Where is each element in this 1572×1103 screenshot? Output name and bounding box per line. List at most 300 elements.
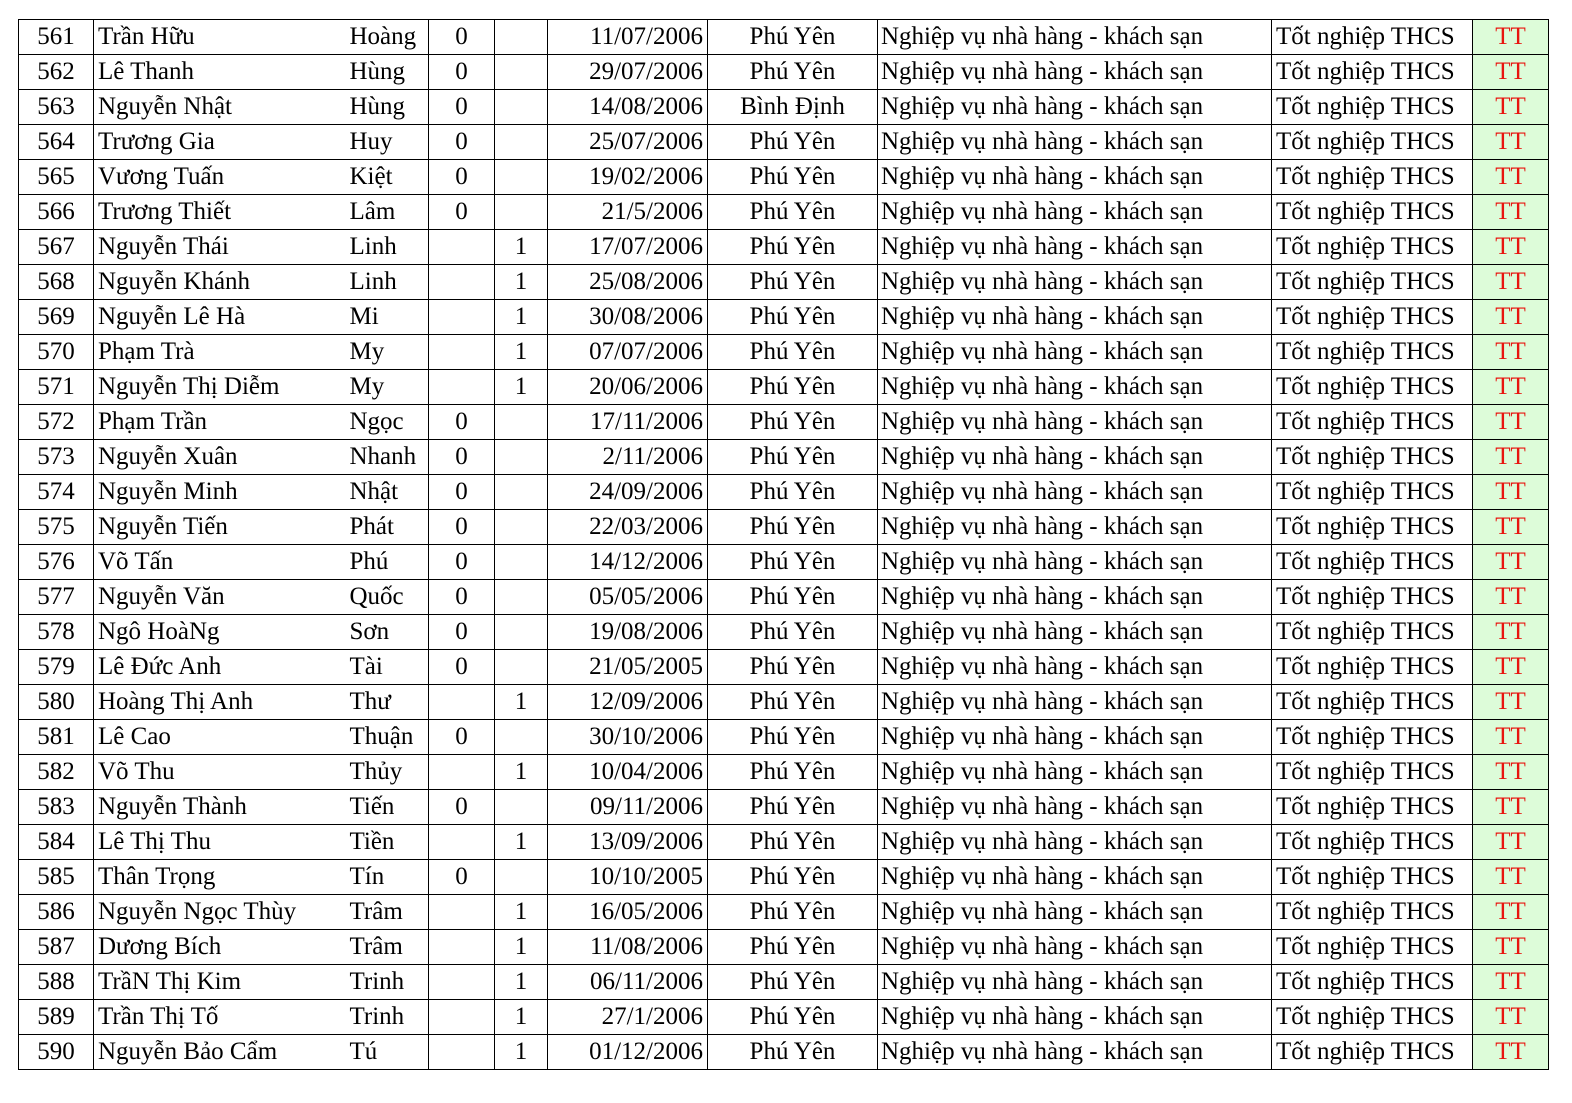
female-cell[interactable]: 1 xyxy=(495,825,548,860)
surname-cell[interactable]: Nguyễn Nhật xyxy=(94,90,344,125)
result-cell[interactable] xyxy=(1473,685,1549,720)
given-name-cell[interactable]: Lâm xyxy=(344,195,429,230)
birth-place-cell[interactable]: Phú Yên xyxy=(708,230,878,265)
birth-place-cell[interactable]: Phú Yên xyxy=(708,930,878,965)
result-cell[interactable] xyxy=(1473,475,1549,510)
row-number-cell[interactable]: 577 xyxy=(19,580,94,615)
birth-place-cell[interactable]: Phú Yên xyxy=(708,160,878,195)
result-cell[interactable] xyxy=(1473,545,1549,580)
birth-place-cell[interactable]: Phú Yên xyxy=(708,545,878,580)
birth-date-cell[interactable]: 17/11/2006 xyxy=(548,405,708,440)
education-level-cell[interactable]: Tốt nghiệp THCS xyxy=(1272,20,1473,55)
birth-date-cell[interactable]: 13/09/2006 xyxy=(548,825,708,860)
surname-cell[interactable]: Nguyễn Văn xyxy=(94,580,344,615)
surname-cell[interactable]: Trần Thị Tố xyxy=(94,1000,344,1035)
female-cell[interactable]: 1 xyxy=(495,335,548,370)
birth-date-cell[interactable]: 14/12/2006 xyxy=(548,545,708,580)
given-name-cell[interactable]: Sơn xyxy=(344,615,429,650)
given-name-cell[interactable]: Nhật xyxy=(344,475,429,510)
female-cell[interactable] xyxy=(495,195,548,230)
birth-place-cell[interactable]: Phú Yên xyxy=(708,790,878,825)
given-name-cell[interactable]: Ngọc xyxy=(344,405,429,440)
given-name-cell[interactable]: My xyxy=(344,335,429,370)
row-number-cell[interactable]: 571 xyxy=(19,370,94,405)
male-cell[interactable] xyxy=(429,265,495,300)
birth-place-cell[interactable]: Phú Yên xyxy=(708,825,878,860)
birth-place-cell[interactable]: Phú Yên xyxy=(708,1035,878,1070)
result-cell[interactable] xyxy=(1473,895,1549,930)
education-level-cell[interactable]: Tốt nghiệp THCS xyxy=(1272,965,1473,1000)
education-level-cell[interactable]: Tốt nghiệp THCS xyxy=(1272,475,1473,510)
education-level-cell[interactable]: Tốt nghiệp THCS xyxy=(1272,1035,1473,1070)
result-cell[interactable] xyxy=(1473,510,1549,545)
surname-cell[interactable]: Vương Tuấn xyxy=(94,160,344,195)
major-cell[interactable]: Nghiệp vụ nhà hàng - khách sạn xyxy=(878,965,1272,1000)
surname-cell[interactable]: Võ Tấn xyxy=(94,545,344,580)
surname-cell[interactable]: Hoàng Thị Anh xyxy=(94,685,344,720)
male-cell[interactable]: 0 xyxy=(429,615,495,650)
given-name-cell[interactable]: Tú xyxy=(344,1035,429,1070)
result-cell[interactable] xyxy=(1473,405,1549,440)
education-level-cell[interactable]: Tốt nghiệp THCS xyxy=(1272,615,1473,650)
surname-cell[interactable]: Nguyễn Thái xyxy=(94,230,344,265)
birth-place-cell[interactable]: Phú Yên xyxy=(708,860,878,895)
education-level-cell[interactable]: Tốt nghiệp THCS xyxy=(1272,370,1473,405)
male-cell[interactable]: 0 xyxy=(429,440,495,475)
surname-cell[interactable]: Nguyễn Tiến xyxy=(94,510,344,545)
birth-date-cell[interactable]: 01/12/2006 xyxy=(548,1035,708,1070)
given-name-cell[interactable]: Huy xyxy=(344,125,429,160)
given-name-cell[interactable]: Thuận xyxy=(344,720,429,755)
female-cell[interactable] xyxy=(495,545,548,580)
surname-cell[interactable]: Võ Thu xyxy=(94,755,344,790)
row-number-cell[interactable]: 589 xyxy=(19,1000,94,1035)
surname-cell[interactable]: Trương Thiết xyxy=(94,195,344,230)
row-number-cell[interactable]: 564 xyxy=(19,125,94,160)
row-number-cell[interactable]: 588 xyxy=(19,965,94,1000)
major-cell[interactable]: Nghiệp vụ nhà hàng - khách sạn xyxy=(878,580,1272,615)
birth-place-cell[interactable]: Phú Yên xyxy=(708,1000,878,1035)
female-cell[interactable]: 1 xyxy=(495,895,548,930)
given-name-cell[interactable]: Trinh xyxy=(344,1000,429,1035)
major-cell[interactable]: Nghiệp vụ nhà hàng - khách sạn xyxy=(878,230,1272,265)
male-cell[interactable]: 0 xyxy=(429,405,495,440)
row-number-cell[interactable]: 580 xyxy=(19,685,94,720)
result-cell[interactable] xyxy=(1473,615,1549,650)
result-cell[interactable] xyxy=(1473,195,1549,230)
female-cell[interactable] xyxy=(495,440,548,475)
result-cell[interactable] xyxy=(1473,580,1549,615)
given-name-cell[interactable]: Kiệt xyxy=(344,160,429,195)
major-cell[interactable]: Nghiệp vụ nhà hàng - khách sạn xyxy=(878,125,1272,160)
education-level-cell[interactable]: Tốt nghiệp THCS xyxy=(1272,195,1473,230)
birth-place-cell[interactable]: Phú Yên xyxy=(708,895,878,930)
male-cell[interactable]: 0 xyxy=(429,125,495,160)
given-name-cell[interactable]: Mi xyxy=(344,300,429,335)
birth-date-cell[interactable]: 27/1/2006 xyxy=(548,1000,708,1035)
male-cell[interactable] xyxy=(429,230,495,265)
birth-place-cell[interactable]: Phú Yên xyxy=(708,580,878,615)
education-level-cell[interactable]: Tốt nghiệp THCS xyxy=(1272,545,1473,580)
given-name-cell[interactable]: Phát xyxy=(344,510,429,545)
male-cell[interactable]: 0 xyxy=(429,510,495,545)
major-cell[interactable]: Nghiệp vụ nhà hàng - khách sạn xyxy=(878,720,1272,755)
education-level-cell[interactable]: Tốt nghiệp THCS xyxy=(1272,650,1473,685)
major-cell[interactable]: Nghiệp vụ nhà hàng - khách sạn xyxy=(878,405,1272,440)
surname-cell[interactable]: Lê Đức Anh xyxy=(94,650,344,685)
female-cell[interactable]: 1 xyxy=(495,300,548,335)
education-level-cell[interactable]: Tốt nghiệp THCS xyxy=(1272,1000,1473,1035)
row-number-cell[interactable]: 584 xyxy=(19,825,94,860)
male-cell[interactable]: 0 xyxy=(429,790,495,825)
surname-cell[interactable]: Trần Hữu xyxy=(94,20,344,55)
education-level-cell[interactable]: Tốt nghiệp THCS xyxy=(1272,125,1473,160)
surname-cell[interactable]: Nguyễn Ngọc Thùy xyxy=(94,895,344,930)
female-cell[interactable] xyxy=(495,55,548,90)
given-name-cell[interactable]: Tín xyxy=(344,860,429,895)
birth-date-cell[interactable]: 2/11/2006 xyxy=(548,440,708,475)
female-cell[interactable]: 1 xyxy=(495,265,548,300)
male-cell[interactable]: 0 xyxy=(429,580,495,615)
surname-cell[interactable]: Dương Bích xyxy=(94,930,344,965)
major-cell[interactable]: Nghiệp vụ nhà hàng - khách sạn xyxy=(878,475,1272,510)
male-cell[interactable] xyxy=(429,930,495,965)
row-number-cell[interactable]: 590 xyxy=(19,1035,94,1070)
major-cell[interactable]: Nghiệp vụ nhà hàng - khách sạn xyxy=(878,825,1272,860)
education-level-cell[interactable]: Tốt nghiệp THCS xyxy=(1272,755,1473,790)
female-cell[interactable] xyxy=(495,650,548,685)
male-cell[interactable] xyxy=(429,300,495,335)
major-cell[interactable]: Nghiệp vụ nhà hàng - khách sạn xyxy=(878,755,1272,790)
birth-place-cell[interactable]: Phú Yên xyxy=(708,685,878,720)
birth-date-cell[interactable]: 11/07/2006 xyxy=(548,20,708,55)
female-cell[interactable] xyxy=(495,510,548,545)
birth-date-cell[interactable]: 19/02/2006 xyxy=(548,160,708,195)
male-cell[interactable]: 0 xyxy=(429,545,495,580)
female-cell[interactable] xyxy=(495,860,548,895)
row-number-cell[interactable]: 565 xyxy=(19,160,94,195)
male-cell[interactable]: 0 xyxy=(429,90,495,125)
female-cell[interactable] xyxy=(495,160,548,195)
given-name-cell[interactable]: Thư xyxy=(344,685,429,720)
male-cell[interactable]: 0 xyxy=(429,720,495,755)
male-cell[interactable] xyxy=(429,825,495,860)
birth-date-cell[interactable]: 09/11/2006 xyxy=(548,790,708,825)
female-cell[interactable]: 1 xyxy=(495,685,548,720)
birth-place-cell[interactable]: Phú Yên xyxy=(708,615,878,650)
surname-cell[interactable]: Phạm Trà xyxy=(94,335,344,370)
major-cell[interactable]: Nghiệp vụ nhà hàng - khách sạn xyxy=(878,55,1272,90)
birth-place-cell[interactable]: Phú Yên xyxy=(708,125,878,160)
birth-date-cell[interactable]: 05/05/2006 xyxy=(548,580,708,615)
male-cell[interactable]: 0 xyxy=(429,860,495,895)
education-level-cell[interactable]: Tốt nghiệp THCS xyxy=(1272,580,1473,615)
given-name-cell[interactable]: Linh xyxy=(344,265,429,300)
birth-place-cell[interactable]: Phú Yên xyxy=(708,405,878,440)
education-level-cell[interactable]: Tốt nghiệp THCS xyxy=(1272,510,1473,545)
female-cell[interactable] xyxy=(495,615,548,650)
birth-date-cell[interactable]: 19/08/2006 xyxy=(548,615,708,650)
surname-cell[interactable]: Nguyễn Bảo Cẩm xyxy=(94,1035,344,1070)
birth-place-cell[interactable]: Phú Yên xyxy=(708,195,878,230)
birth-place-cell[interactable]: Phú Yên xyxy=(708,440,878,475)
row-number-cell[interactable]: 566 xyxy=(19,195,94,230)
female-cell[interactable] xyxy=(495,405,548,440)
surname-cell[interactable]: Trương Gia xyxy=(94,125,344,160)
birth-date-cell[interactable]: 24/09/2006 xyxy=(548,475,708,510)
birth-date-cell[interactable]: 12/09/2006 xyxy=(548,685,708,720)
birth-date-cell[interactable]: 25/07/2006 xyxy=(548,125,708,160)
birth-date-cell[interactable]: 07/07/2006 xyxy=(548,335,708,370)
education-level-cell[interactable]: Tốt nghiệp THCS xyxy=(1272,265,1473,300)
row-number-cell[interactable]: 583 xyxy=(19,790,94,825)
major-cell[interactable]: Nghiệp vụ nhà hàng - khách sạn xyxy=(878,650,1272,685)
birth-date-cell[interactable]: 20/06/2006 xyxy=(548,370,708,405)
result-cell[interactable] xyxy=(1473,20,1549,55)
female-cell[interactable]: 1 xyxy=(495,930,548,965)
male-cell[interactable] xyxy=(429,1000,495,1035)
education-level-cell[interactable]: Tốt nghiệp THCS xyxy=(1272,405,1473,440)
male-cell[interactable]: 0 xyxy=(429,160,495,195)
surname-cell[interactable]: Nguyễn Thành xyxy=(94,790,344,825)
education-level-cell[interactable]: Tốt nghiệp THCS xyxy=(1272,55,1473,90)
given-name-cell[interactable]: Tiền xyxy=(344,825,429,860)
female-cell[interactable] xyxy=(495,580,548,615)
birth-date-cell[interactable]: 21/05/2005 xyxy=(548,650,708,685)
given-name-cell[interactable]: Phú xyxy=(344,545,429,580)
row-number-cell[interactable]: 574 xyxy=(19,475,94,510)
education-level-cell[interactable]: Tốt nghiệp THCS xyxy=(1272,790,1473,825)
birth-date-cell[interactable]: 17/07/2006 xyxy=(548,230,708,265)
surname-cell[interactable]: Lê Cao xyxy=(94,720,344,755)
education-level-cell[interactable]: Tốt nghiệp THCS xyxy=(1272,335,1473,370)
female-cell[interactable] xyxy=(495,790,548,825)
major-cell[interactable]: Nghiệp vụ nhà hàng - khách sạn xyxy=(878,440,1272,475)
result-cell[interactable] xyxy=(1473,90,1549,125)
major-cell[interactable]: Nghiệp vụ nhà hàng - khách sạn xyxy=(878,160,1272,195)
male-cell[interactable]: 0 xyxy=(429,475,495,510)
given-name-cell[interactable]: Linh xyxy=(344,230,429,265)
male-cell[interactable]: 0 xyxy=(429,650,495,685)
given-name-cell[interactable]: Hoàng xyxy=(344,20,429,55)
birth-date-cell[interactable]: 06/11/2006 xyxy=(548,965,708,1000)
education-level-cell[interactable]: Tốt nghiệp THCS xyxy=(1272,895,1473,930)
birth-date-cell[interactable]: 30/10/2006 xyxy=(548,720,708,755)
female-cell[interactable]: 1 xyxy=(495,1000,548,1035)
male-cell[interactable] xyxy=(429,335,495,370)
female-cell[interactable]: 1 xyxy=(495,230,548,265)
female-cell[interactable] xyxy=(495,90,548,125)
given-name-cell[interactable]: Quốc xyxy=(344,580,429,615)
major-cell[interactable]: Nghiệp vụ nhà hàng - khách sạn xyxy=(878,895,1272,930)
result-cell[interactable] xyxy=(1473,650,1549,685)
given-name-cell[interactable]: Hùng xyxy=(344,55,429,90)
birth-date-cell[interactable]: 10/04/2006 xyxy=(548,755,708,790)
surname-cell[interactable]: Nguyễn Khánh xyxy=(94,265,344,300)
education-level-cell[interactable]: Tốt nghiệp THCS xyxy=(1272,720,1473,755)
female-cell[interactable] xyxy=(495,720,548,755)
major-cell[interactable]: Nghiệp vụ nhà hàng - khách sạn xyxy=(878,930,1272,965)
male-cell[interactable]: 0 xyxy=(429,195,495,230)
birth-place-cell[interactable]: Phú Yên xyxy=(708,20,878,55)
row-number-cell[interactable]: 576 xyxy=(19,545,94,580)
result-cell[interactable] xyxy=(1473,300,1549,335)
row-number-cell[interactable]: 568 xyxy=(19,265,94,300)
given-name-cell[interactable]: My xyxy=(344,370,429,405)
education-level-cell[interactable]: Tốt nghiệp THCS xyxy=(1272,300,1473,335)
major-cell[interactable]: Nghiệp vụ nhà hàng - khách sạn xyxy=(878,685,1272,720)
given-name-cell[interactable]: Tiến xyxy=(344,790,429,825)
given-name-cell[interactable]: Hùng xyxy=(344,90,429,125)
row-number-cell[interactable]: 585 xyxy=(19,860,94,895)
education-level-cell[interactable]: Tốt nghiệp THCS xyxy=(1272,860,1473,895)
birth-date-cell[interactable]: 11/08/2006 xyxy=(548,930,708,965)
row-number-cell[interactable]: 567 xyxy=(19,230,94,265)
surname-cell[interactable]: Ngô HoàNg xyxy=(94,615,344,650)
result-cell[interactable] xyxy=(1473,790,1549,825)
education-level-cell[interactable]: Tốt nghiệp THCS xyxy=(1272,230,1473,265)
birth-place-cell[interactable]: Phú Yên xyxy=(708,965,878,1000)
major-cell[interactable]: Nghiệp vụ nhà hàng - khách sạn xyxy=(878,510,1272,545)
birth-place-cell[interactable]: Bình Định xyxy=(708,90,878,125)
major-cell[interactable]: Nghiệp vụ nhà hàng - khách sạn xyxy=(878,300,1272,335)
major-cell[interactable]: Nghiệp vụ nhà hàng - khách sạn xyxy=(878,265,1272,300)
birth-place-cell[interactable]: Phú Yên xyxy=(708,265,878,300)
surname-cell[interactable]: Nguyễn Lê Hà xyxy=(94,300,344,335)
result-cell[interactable] xyxy=(1473,160,1549,195)
result-cell[interactable] xyxy=(1473,55,1549,90)
row-number-cell[interactable]: 582 xyxy=(19,755,94,790)
result-cell[interactable] xyxy=(1473,335,1549,370)
major-cell[interactable]: Nghiệp vụ nhà hàng - khách sạn xyxy=(878,370,1272,405)
major-cell[interactable]: Nghiệp vụ nhà hàng - khách sạn xyxy=(878,790,1272,825)
major-cell[interactable]: Nghiệp vụ nhà hàng - khách sạn xyxy=(878,195,1272,230)
given-name-cell[interactable]: Trinh xyxy=(344,965,429,1000)
row-number-cell[interactable]: 562 xyxy=(19,55,94,90)
birth-place-cell[interactable]: Phú Yên xyxy=(708,335,878,370)
education-level-cell[interactable]: Tốt nghiệp THCS xyxy=(1272,685,1473,720)
major-cell[interactable]: Nghiệp vụ nhà hàng - khách sạn xyxy=(878,545,1272,580)
birth-place-cell[interactable]: Phú Yên xyxy=(708,370,878,405)
result-cell[interactable] xyxy=(1473,720,1549,755)
row-number-cell[interactable]: 569 xyxy=(19,300,94,335)
result-cell[interactable] xyxy=(1473,860,1549,895)
major-cell[interactable]: Nghiệp vụ nhà hàng - khách sạn xyxy=(878,90,1272,125)
result-cell[interactable] xyxy=(1473,1000,1549,1035)
female-cell[interactable] xyxy=(495,475,548,510)
education-level-cell[interactable]: Tốt nghiệp THCS xyxy=(1272,930,1473,965)
birth-place-cell[interactable]: Phú Yên xyxy=(708,510,878,545)
male-cell[interactable] xyxy=(429,1035,495,1070)
surname-cell[interactable]: TrầN Thị Kim xyxy=(94,965,344,1000)
result-cell[interactable] xyxy=(1473,230,1549,265)
given-name-cell[interactable]: Tài xyxy=(344,650,429,685)
education-level-cell[interactable]: Tốt nghiệp THCS xyxy=(1272,440,1473,475)
given-name-cell[interactable]: Thủy xyxy=(344,755,429,790)
birth-date-cell[interactable]: 14/08/2006 xyxy=(548,90,708,125)
row-number-cell[interactable]: 573 xyxy=(19,440,94,475)
education-level-cell[interactable]: Tốt nghiệp THCS xyxy=(1272,825,1473,860)
major-cell[interactable]: Nghiệp vụ nhà hàng - khách sạn xyxy=(878,1000,1272,1035)
surname-cell[interactable]: Lê Thanh xyxy=(94,55,344,90)
female-cell[interactable]: 1 xyxy=(495,755,548,790)
major-cell[interactable]: Nghiệp vụ nhà hàng - khách sạn xyxy=(878,860,1272,895)
education-level-cell[interactable]: Tốt nghiệp THCS xyxy=(1272,160,1473,195)
major-cell[interactable]: Nghiệp vụ nhà hàng - khách sạn xyxy=(878,615,1272,650)
result-cell[interactable] xyxy=(1473,825,1549,860)
female-cell[interactable] xyxy=(495,20,548,55)
result-cell[interactable] xyxy=(1473,930,1549,965)
female-cell[interactable]: 1 xyxy=(495,1035,548,1070)
surname-cell[interactable]: Nguyễn Minh xyxy=(94,475,344,510)
male-cell[interactable] xyxy=(429,895,495,930)
birth-date-cell[interactable]: 25/08/2006 xyxy=(548,265,708,300)
major-cell[interactable]: Nghiệp vụ nhà hàng - khách sạn xyxy=(878,1035,1272,1070)
male-cell[interactable]: 0 xyxy=(429,20,495,55)
birth-date-cell[interactable]: 16/05/2006 xyxy=(548,895,708,930)
result-cell[interactable] xyxy=(1473,1035,1549,1070)
birth-date-cell[interactable]: 10/10/2005 xyxy=(548,860,708,895)
major-cell[interactable]: Nghiệp vụ nhà hàng - khách sạn xyxy=(878,335,1272,370)
row-number-cell[interactable]: 563 xyxy=(19,90,94,125)
male-cell[interactable] xyxy=(429,965,495,1000)
birth-date-cell[interactable]: 21/5/2006 xyxy=(548,195,708,230)
female-cell[interactable]: 1 xyxy=(495,965,548,1000)
result-cell[interactable] xyxy=(1473,965,1549,1000)
male-cell[interactable] xyxy=(429,370,495,405)
row-number-cell[interactable]: 561 xyxy=(19,20,94,55)
row-number-cell[interactable]: 586 xyxy=(19,895,94,930)
result-cell[interactable] xyxy=(1473,440,1549,475)
male-cell[interactable]: 0 xyxy=(429,55,495,90)
major-cell[interactable]: Nghiệp vụ nhà hàng - khách sạn xyxy=(878,20,1272,55)
birth-place-cell[interactable]: Phú Yên xyxy=(708,720,878,755)
row-number-cell[interactable]: 579 xyxy=(19,650,94,685)
birth-place-cell[interactable]: Phú Yên xyxy=(708,755,878,790)
result-cell[interactable] xyxy=(1473,265,1549,300)
birth-date-cell[interactable]: 22/03/2006 xyxy=(548,510,708,545)
row-number-cell[interactable]: 578 xyxy=(19,615,94,650)
surname-cell[interactable]: Nguyễn Xuân xyxy=(94,440,344,475)
result-cell[interactable] xyxy=(1473,125,1549,160)
given-name-cell[interactable]: Trâm xyxy=(344,895,429,930)
given-name-cell[interactable]: Trâm xyxy=(344,930,429,965)
row-number-cell[interactable]: 570 xyxy=(19,335,94,370)
result-cell[interactable] xyxy=(1473,370,1549,405)
given-name-cell[interactable]: Nhanh xyxy=(344,440,429,475)
row-number-cell[interactable]: 575 xyxy=(19,510,94,545)
birth-place-cell[interactable]: Phú Yên xyxy=(708,650,878,685)
row-number-cell[interactable]: 581 xyxy=(19,720,94,755)
birth-place-cell[interactable]: Phú Yên xyxy=(708,475,878,510)
male-cell[interactable] xyxy=(429,755,495,790)
female-cell[interactable] xyxy=(495,125,548,160)
surname-cell[interactable]: Thân Trọng xyxy=(94,860,344,895)
row-number-cell[interactable]: 572 xyxy=(19,405,94,440)
result-cell[interactable] xyxy=(1473,755,1549,790)
education-level-cell[interactable]: Tốt nghiệp THCS xyxy=(1272,90,1473,125)
surname-cell[interactable]: Phạm Trần xyxy=(94,405,344,440)
surname-cell[interactable]: Lê Thị Thu xyxy=(94,825,344,860)
row-number-cell[interactable]: 587 xyxy=(19,930,94,965)
birth-place-cell[interactable]: Phú Yên xyxy=(708,55,878,90)
birth-place-cell[interactable]: Phú Yên xyxy=(708,300,878,335)
male-cell[interactable] xyxy=(429,685,495,720)
birth-date-cell[interactable]: 29/07/2006 xyxy=(548,55,708,90)
birth-date-cell[interactable]: 30/08/2006 xyxy=(548,300,708,335)
female-cell[interactable]: 1 xyxy=(495,370,548,405)
surname-cell[interactable]: Nguyễn Thị Diễm xyxy=(94,370,344,405)
